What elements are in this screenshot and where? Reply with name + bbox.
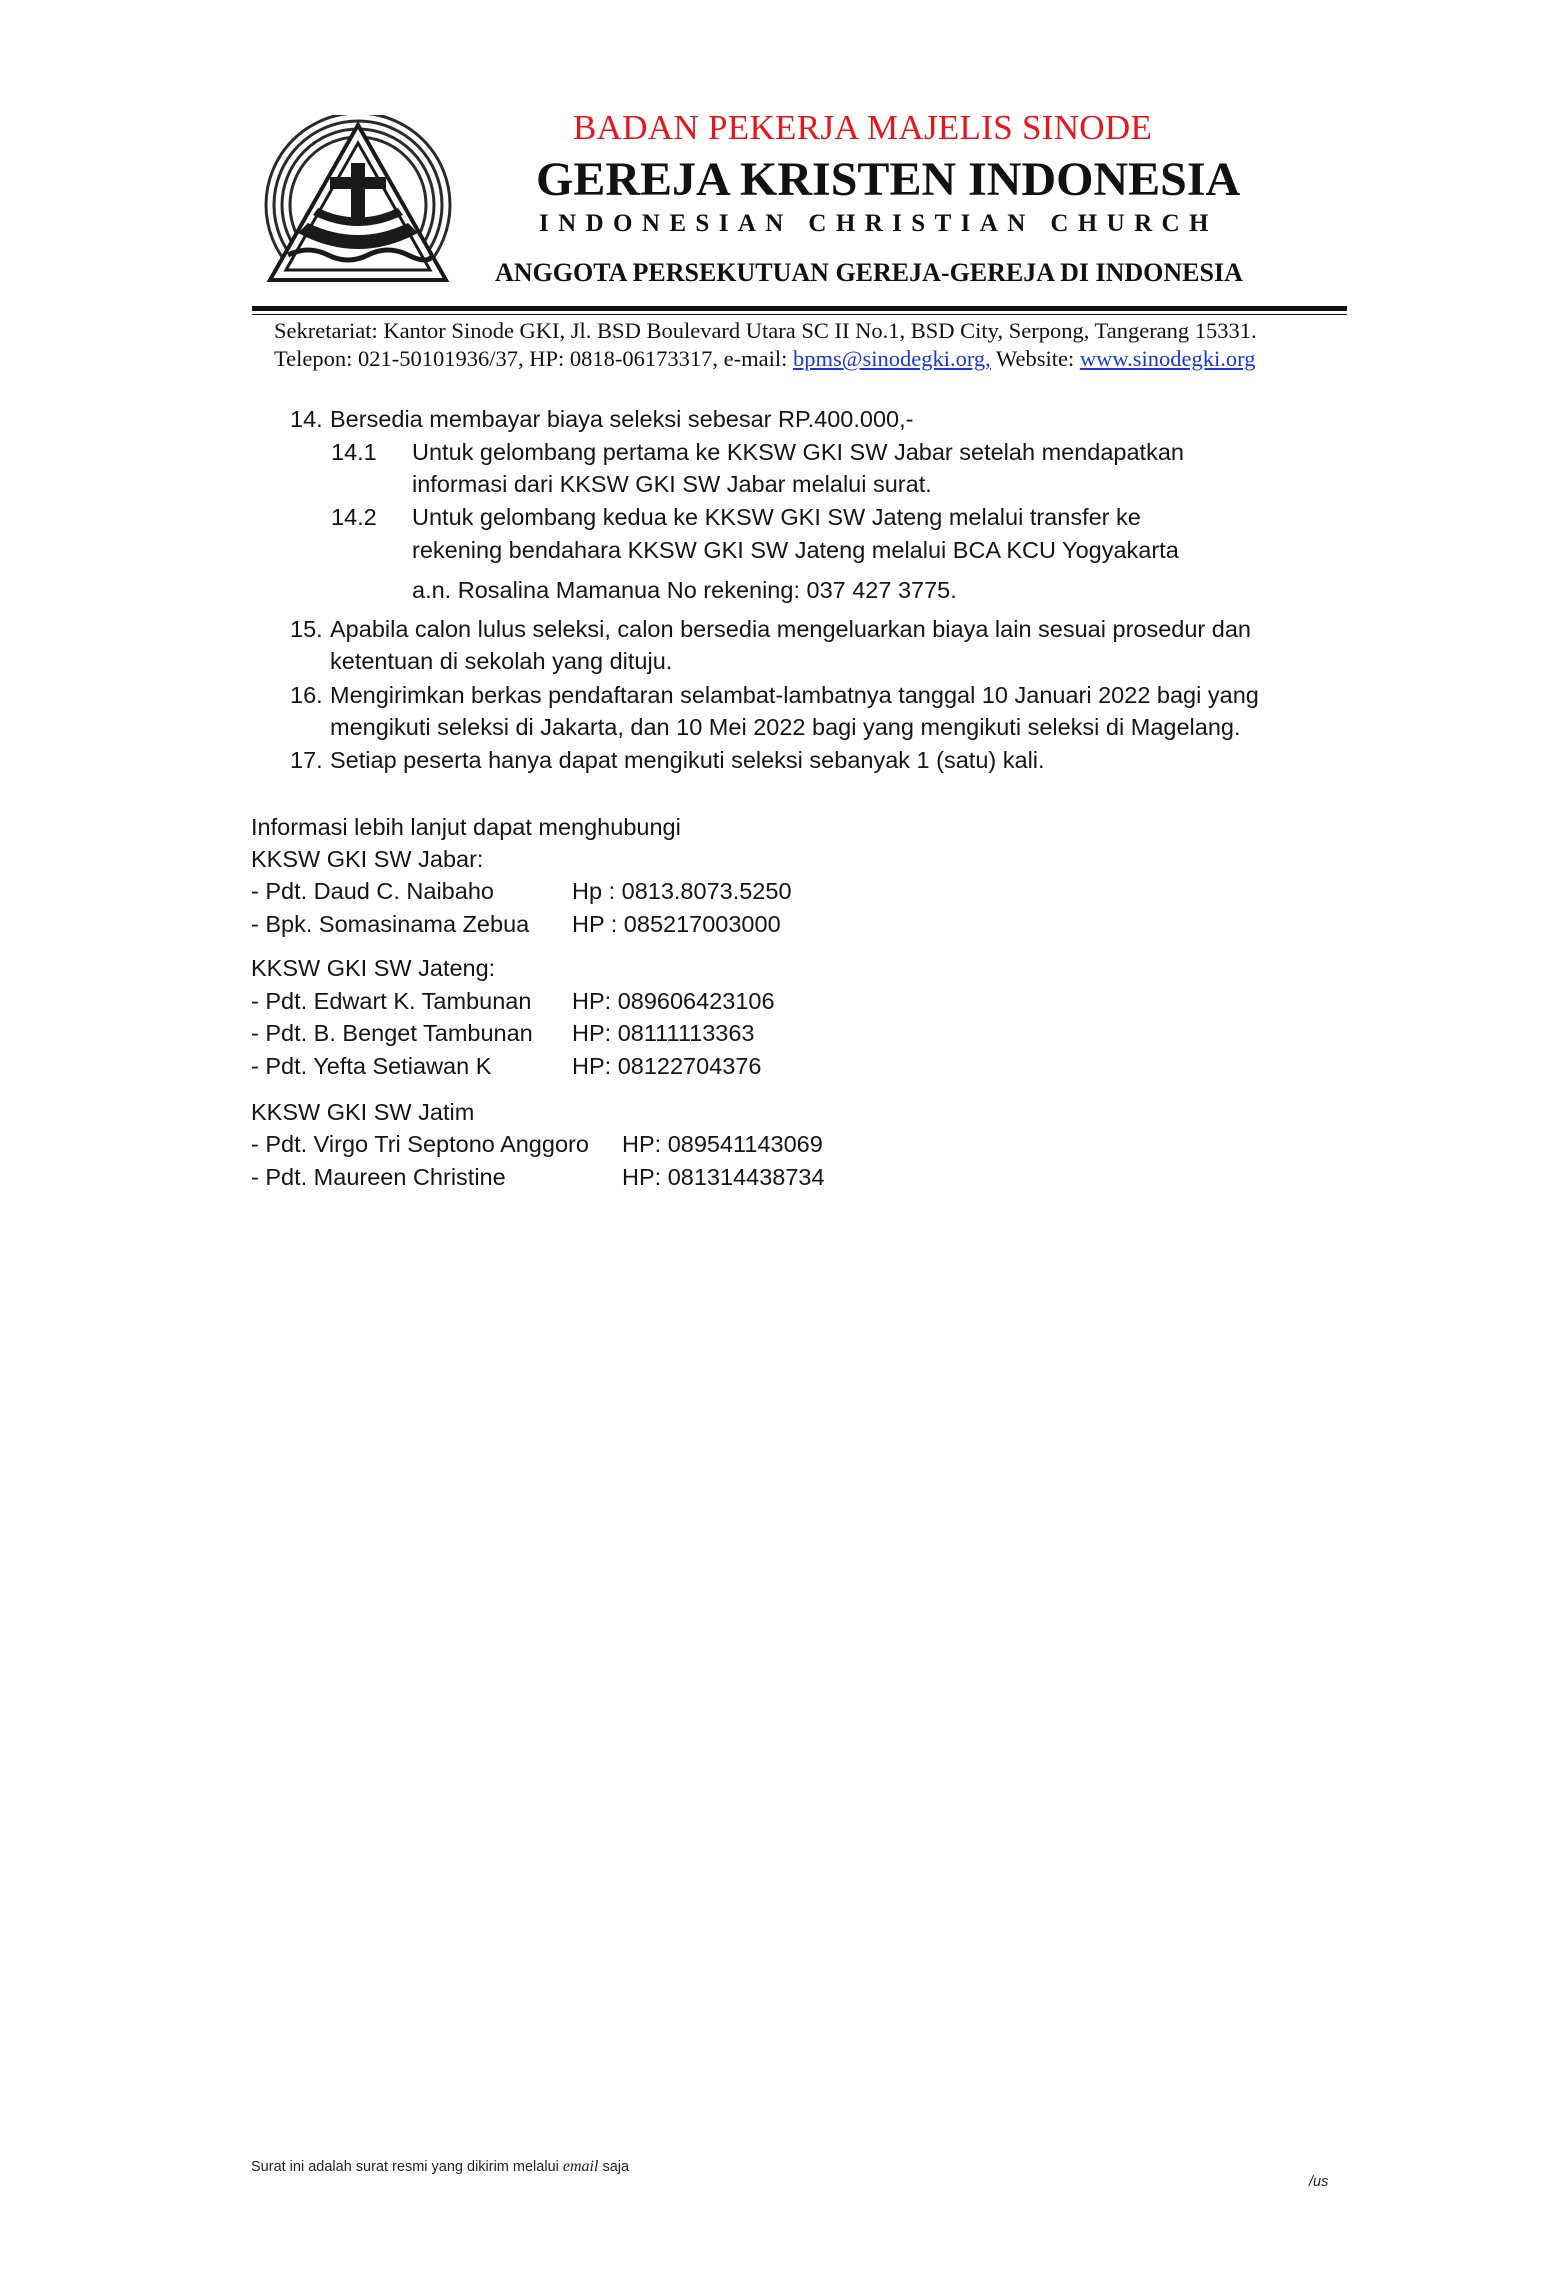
list-item-text: Bersedia membayar biaya seleksi sebesar RP.400.000,- [330,406,914,432]
list-item-14 [290,404,323,434]
letterhead-address: Sekretariat: Kantor Sinode GKI, Jl. BSD Boulevard Utara SC II No.1, BSD City, Serpong, Tangerang 15331. [274,318,1257,343]
contact-phone: Hp : 0813.8073.5250 [572,878,792,904]
contact-name: - Pdt. Daud C. Naibaho [251,878,494,904]
contact-name: - Pdt. Maureen Christine [251,1164,506,1190]
footer-note-email: email [562,2158,599,2175]
group-title-jateng: KKSW GKI SW Jateng: [251,955,496,981]
sub-item-text: informasi dari KKSW GKI SW Jabar melalui surat. [412,471,932,497]
contact-phone: HP: 089541143069 [622,1131,823,1157]
letterhead-contact [274,346,1255,372]
list-item-text: Apabila calon lulus seleksi, calon bersedia mengeluarkan biaya lain sesuai prosedur dan [330,616,1251,642]
contact-name: - Pdt. Edwart K. Tambunan [251,988,532,1014]
letterhead-phone: Telepon: 021-50101936/37, HP: 0818-06173317, e-mail: [274,346,793,371]
letterhead-membership: ANGGOTA PERSEKUTUAN GEREJA-GEREJA DI INDONESIA [495,258,1243,287]
sub-item-text: a.n. Rosalina Mamanua No rekening: 037 427 3775. [412,577,957,603]
contact-name: - Bpk. Somasinama Zebua [251,911,530,937]
list-item-text: ketentuan di sekolah yang dituju. [330,648,673,674]
info-intro: Informasi lebih lanjut dapat menghubungi [251,814,681,840]
contact-phone: HP: 08122704376 [572,1053,762,1079]
item-number: 16. [290,682,323,708]
sub-item-number: 14.2 [331,504,377,530]
letterhead-church-name: GEREJA KRISTEN INDONESIA [536,153,1241,206]
contact-name: - Pdt. Yefta Setiawan K [251,1053,492,1079]
list-item-text: Setiap peserta hanya dapat mengikuti seleksi sebanyak 1 (satu) kali. [330,747,1045,773]
group-title-jatim: KKSW GKI SW Jatim [251,1099,475,1125]
item-number: 17. [290,747,323,773]
contact-phone: HP: 089606423106 [572,988,775,1014]
contact-name: - Pdt. B. Benget Tambunan [251,1020,533,1046]
contact-name: - Pdt. Virgo Tri Septono Anggoro [251,1131,589,1157]
item-number: 15. [290,616,323,642]
sub-item-text: rekening bendahara KKSW GKI SW Jateng melalui BCA KCU Yogyakarta [412,537,1179,563]
contact-phone: HP: 081314438734 [622,1164,825,1190]
gki-logo-icon [258,115,458,290]
contact-phone: HP : 085217003000 [572,911,781,937]
sub-item-text: Untuk gelombang pertama ke KKSW GKI SW Jabar setelah mendapatkan [412,439,1184,465]
footer-note-suffix: saja [598,2159,630,2175]
footer-note [251,2158,629,2176]
letterhead-divider-thin [252,314,1347,315]
footer-note-text: Surat ini adalah surat resmi yang dikirim melalui [251,2159,563,2175]
list-item-text: Mengirimkan berkas pendaftaran selambat-lambatnya tanggal 10 Januari 2022 bagi yang [330,682,1259,708]
list-item-text: mengikuti seleksi di Jakarta, dan 10 Mei 2022 bagi yang mengikuti seleksi di Magelang. [330,714,1241,740]
letterhead-divider [252,306,1347,311]
website-link[interactable]: www.sinodegki.org [1079,346,1256,371]
letterhead-synod-board: BADAN PEKERJA MAJELIS SINODE [573,108,1153,147]
sub-item-number: 14.1 [331,439,377,465]
group-title-jabar: KKSW GKI SW Jabar: [251,846,484,872]
footer-initials: /us [1309,2174,1329,2190]
item-number: 14. [290,406,323,432]
letterhead-english-name: INDONESIAN CHRISTIAN CHURCH [539,210,1218,237]
website-label: Website: [990,346,1080,371]
contact-phone: HP: 08111113363 [572,1020,755,1046]
sub-item-text: Untuk gelombang kedua ke KKSW GKI SW Jateng melalui transfer ke [412,504,1141,530]
email-link[interactable]: bpms@sinodegki.org, [793,346,991,371]
